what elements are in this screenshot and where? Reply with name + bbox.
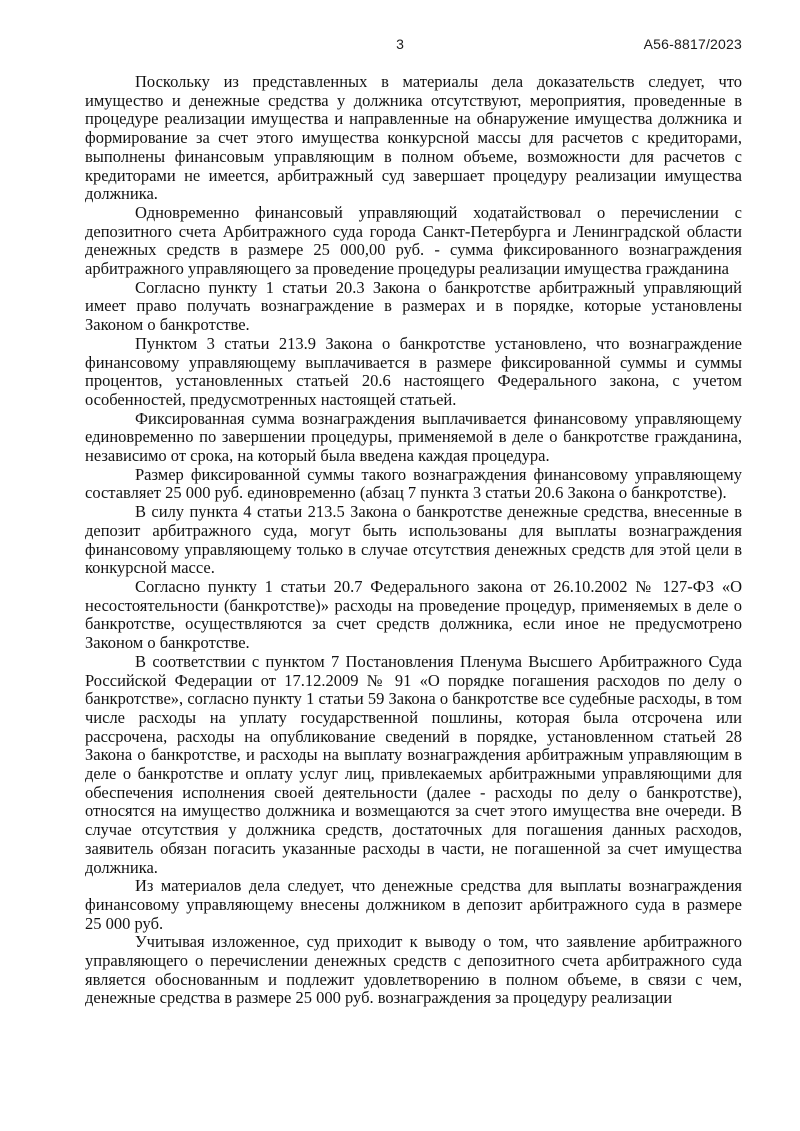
case-number: А56-8817/2023 xyxy=(643,36,742,52)
paragraph: Фиксированная сумма вознаграждения выплачивается финансовому управляющему единовременно по завершении процедуры, применяемой в деле о банкротстве гражданина, независимо от срока, на который была введена каждая процедура. xyxy=(85,408,742,466)
paragraph: Поскольку из представленных в материалы дела доказательств следует, что имущество и денежные средства у должника отсутствуют, мероприятия, проведенные в процедуре реализации имущества и направленные на обнаружение имущества должника и формирование за счет этого имущества конкурсной массы для расчетов с кредиторами, выполнены финансовым управляющим в полном объеме, возможности для расчетов с кредиторами не имеется, арбитражный суд завершает процедуру реализации имущества должника. xyxy=(85,72,742,204)
paragraph: Пунктом 3 статьи 213.9 Закона о банкротстве установлено, что вознаграждение финансовому управляющему выплачивается в размере фиксированной суммы и суммы процентов, установленных статьей 20.6 настоящего Федерального закона, с учетом особенностей, предусмотренных настоящей статьей. xyxy=(85,333,742,409)
page-number: 3 xyxy=(396,36,404,52)
paragraph: Согласно пункту 1 статьи 20.3 Закона о банкротстве арбитражный управляющий имеет право получать вознаграждение в размерах и в порядке, которые установлены Законом о банкротстве. xyxy=(85,277,742,335)
document-body xyxy=(85,73,742,1008)
paragraph: Из материалов дела следует, что денежные средства для выплаты вознаграждения финансовому управляющему внесены должником в депозит арбитражного суда в размере 25 000 руб. xyxy=(85,876,742,933)
paragraph: Согласно пункту 1 статьи 20.7 Федерального закона от 26.10.2002 № 127-ФЗ «О несостоятельности (банкротстве)» расходы на проведение процедур, применяемых в деле о банкротстве, осуществляются за счет средств должника, если иное не предусмотрено Законом о банкротстве. xyxy=(85,576,742,653)
page-header xyxy=(0,0,800,56)
paragraph: В силу пункта 4 статьи 213.5 Закона о банкротстве денежные средства, внесенные в депозит арбитражного суда, могут быть использованы для выплаты вознаграждения финансовому управляющему только в случае отсутствия денежных средств для этой цели в конкурсной массе. xyxy=(85,502,742,578)
paragraph: Размер фиксированной суммы такого вознаграждения финансовому управляющему составляет 25 000 руб. единовременно (абзац 7 пункта 3 статьи 20.6 Закона о банкротстве). xyxy=(85,464,742,503)
paragraph: Одновременно финансовый управляющий ходатайствовал о перечислении с депозитного счета Арбитражного суда города Санкт-Петербурга и Ленинградской области денежных средств в размере 25 000,00 руб. - сумма фиксированного вознаграждения арбитражного управляющего за проведение процедуры реализации имущества гражданина xyxy=(85,202,742,279)
paragraph: Учитывая изложенное, суд приходит к выводу о том, что заявление арбитражного управляющего о перечислении денежных средств с депозитного счета арбитражного суда является обоснованным и подлежит удовлетворению в полном объеме, в связи с чем, денежные средства в размере 25 000 руб. вознаграждения за процедуру реализации xyxy=(85,932,742,1008)
paragraph: В соответствии с пунктом 7 Постановления Пленума Высшего Арбитражного Суда Российской Федерации от 17.12.2009 № 91 «О порядке погашения расходов по делу о банкротстве», согласно пункту 1 статьи 59 Закона о банкротстве все судебные расходы, в том числе расходы на уплату государственной пошлины, которая была отсрочена или рассрочена, расходы на опубликование сведений в порядке, установленном статьей 28 Закона о банкротстве, и расходы на выплату вознаграждения арбитражным управляющим в деле о банкротстве и оплату услуг лиц, привлекаемых арбитражными управляющими для обеспечения исполнения своей деятельности (далее - расходы по делу о банкротстве), относятся на имущество должника и возмещаются за счет этого имущества вне очереди. В случае отсутствия у должника средств, достаточных для погашения данных расходов, заявитель обязан погасить указанные расходы в части, не погашенной за счет имущества должника. xyxy=(85,651,742,877)
